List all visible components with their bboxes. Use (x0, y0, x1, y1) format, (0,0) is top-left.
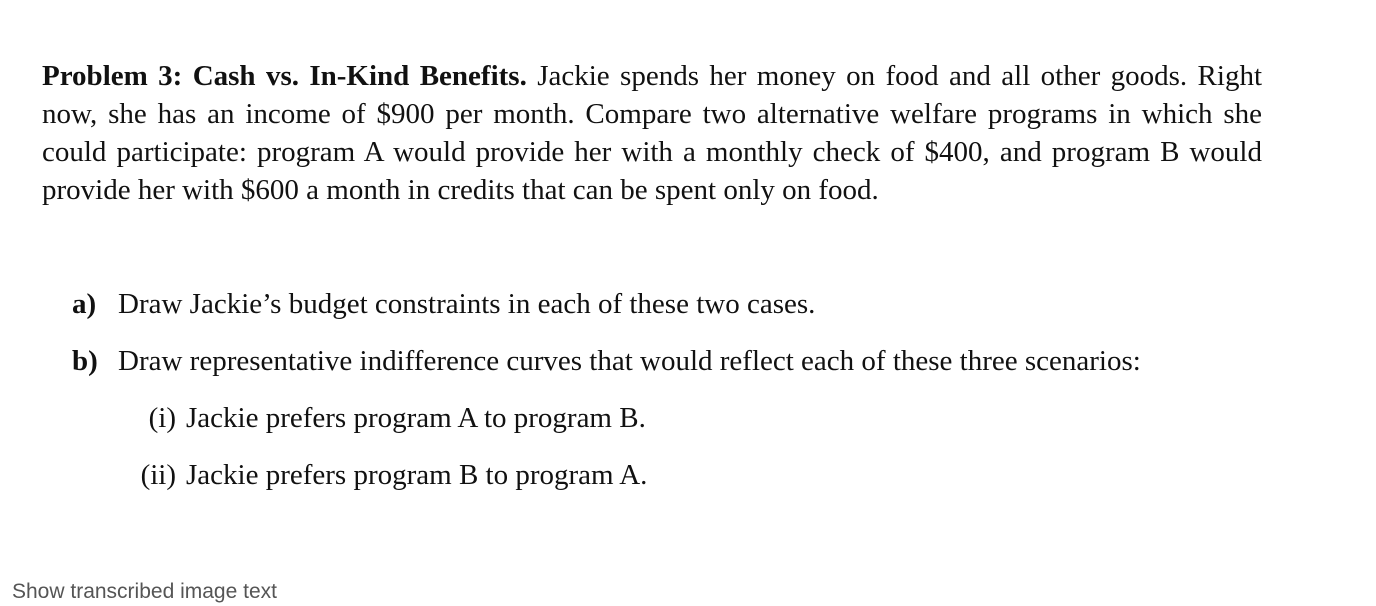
subpart-i-text: Jackie prefers program A to program B. (186, 402, 646, 434)
subpart-ii-marker: (ii) (140, 459, 176, 491)
show-transcribed-text-link[interactable]: Show transcribed image text (12, 580, 277, 603)
part-b (72, 342, 1272, 399)
subpart-i-marker: (i) (148, 402, 176, 434)
problem-statement (42, 57, 1262, 209)
subpart-ii-text: Jackie prefers program B to program A. (186, 459, 648, 491)
subpart-ii (72, 456, 1272, 513)
subpart-i (72, 399, 1272, 456)
problem-parts (72, 285, 1272, 513)
problem-title: Problem 3: Cash vs. In-Kind Benefits. (42, 60, 527, 92)
problem-body: Jackie spends her money on food and all other goods. Right now, she has an income of $900 per month. Compare two alternative welfare programs in which she could participate: program A would provide her with a monthly check of $400, and program B would provide her with $600 a month in credits that can be spent only on food. (42, 60, 1263, 206)
part-a-marker: a) (72, 288, 97, 320)
part-b-text: Draw representative indifference curves that would reflect each of these three scenarios: (118, 345, 1141, 377)
part-b-marker: b) (72, 345, 98, 377)
part-a-text: Draw Jackie’s budget constraints in each of these two cases. (118, 288, 816, 320)
part-a (72, 285, 1272, 342)
